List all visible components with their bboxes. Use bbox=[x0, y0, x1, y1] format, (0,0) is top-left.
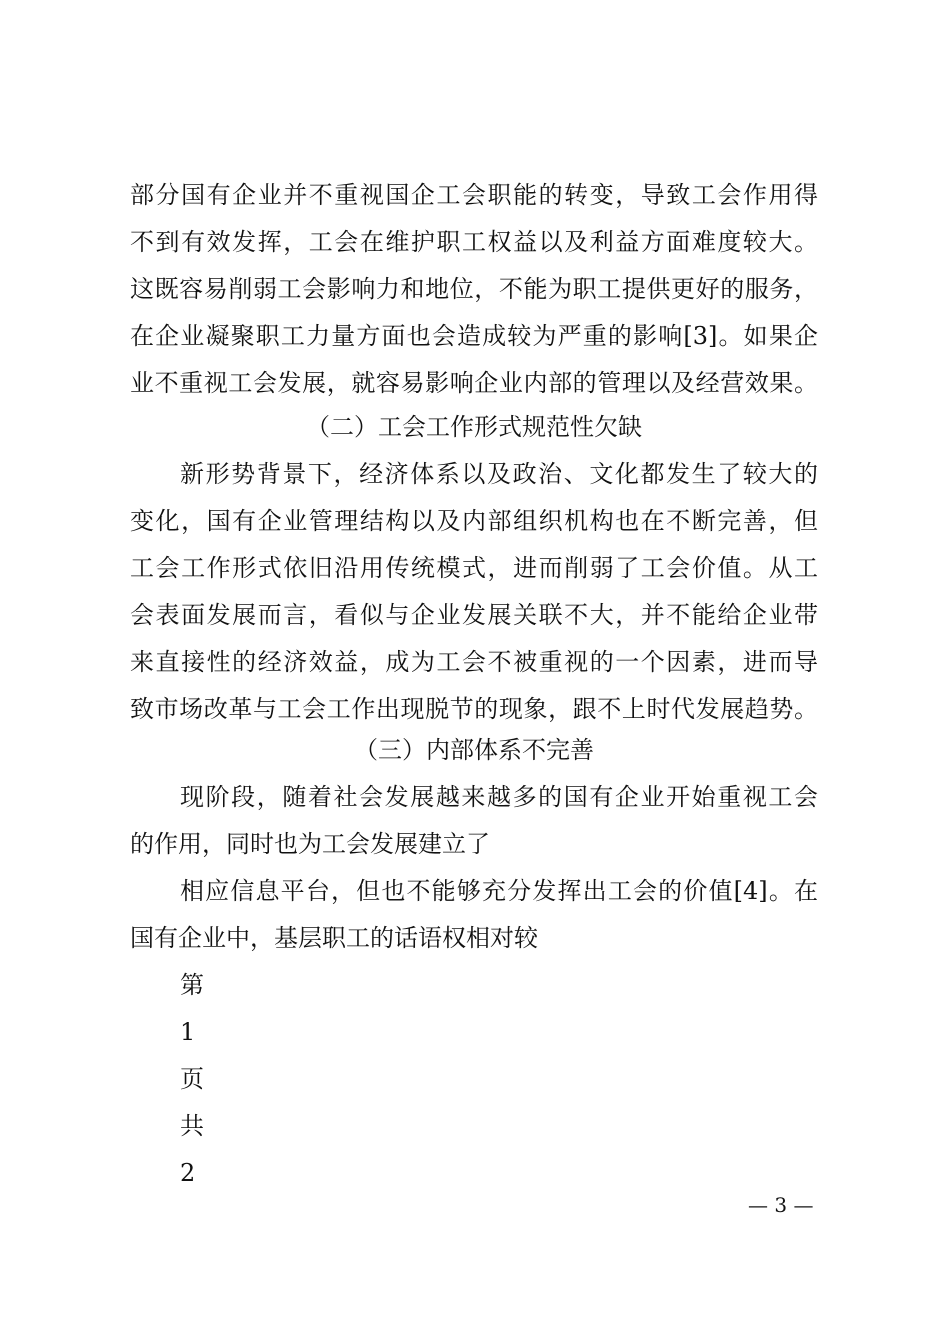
paragraph-line: 业不重视工会发展，就容易影响企业内部的管理以及经营效果。 bbox=[130, 369, 818, 397]
paragraph-line: 国有企业中，基层职工的话语权相对较 bbox=[130, 924, 538, 952]
page-marker-char: 页 bbox=[180, 1065, 204, 1093]
section-heading: （二）工会工作形式规范性欠缺 bbox=[306, 413, 642, 441]
paragraph-line: 来直接性的经济效益，成为工会不被重视的一个因素，进而导 bbox=[130, 648, 818, 676]
body-text bbox=[130, 0, 830, 1344]
paragraph-line: 在企业凝聚职工力量方面也会造成较为严重的影响[3]。如果企 bbox=[130, 322, 818, 350]
paragraph-line: 新形势背景下，经济体系以及政治、文化都发生了较大的 bbox=[180, 460, 818, 488]
paragraph-line: 不到有效发挥，工会在维护职工权益以及利益方面难度较大。 bbox=[130, 228, 818, 256]
paragraph-line: 致市场改革与工会工作出现脱节的现象，跟不上时代发展趋势。 bbox=[130, 695, 818, 723]
paragraph-line: 会表面发展而言，看似与企业发展关联不大，并不能给企业带 bbox=[130, 601, 818, 629]
page-marker-char: 1 bbox=[180, 1018, 196, 1046]
page-number: — 3 — bbox=[748, 1193, 814, 1217]
paragraph-line: 现阶段，随着社会发展越来越多的国有企业开始重视工会 bbox=[180, 783, 818, 811]
paragraph-line: 相应信息平台，但也不能够充分发挥出工会的价值[4]。在 bbox=[180, 877, 818, 905]
paragraph-line: 这既容易削弱工会影响力和地位，不能为职工提供更好的服务， bbox=[130, 275, 818, 303]
paragraph-line: 部分国有企业并不重视国企工会职能的转变，导致工会作用得 bbox=[130, 181, 818, 209]
paragraph-line: 工会工作形式依旧沿用传统模式，进而削弱了工会价值。从工 bbox=[130, 554, 818, 582]
section-heading: （三）内部体系不完善 bbox=[354, 736, 594, 764]
paragraph-line: 的作用，同时也为工会发展建立了 bbox=[130, 830, 490, 858]
paragraph-line: 变化，国有企业管理结构以及内部组织机构也在不断完善，但 bbox=[130, 507, 818, 535]
page-marker-char: 共 bbox=[180, 1112, 204, 1140]
page-marker-char: 第 bbox=[180, 971, 204, 999]
page-marker-char: 2 bbox=[180, 1159, 196, 1187]
